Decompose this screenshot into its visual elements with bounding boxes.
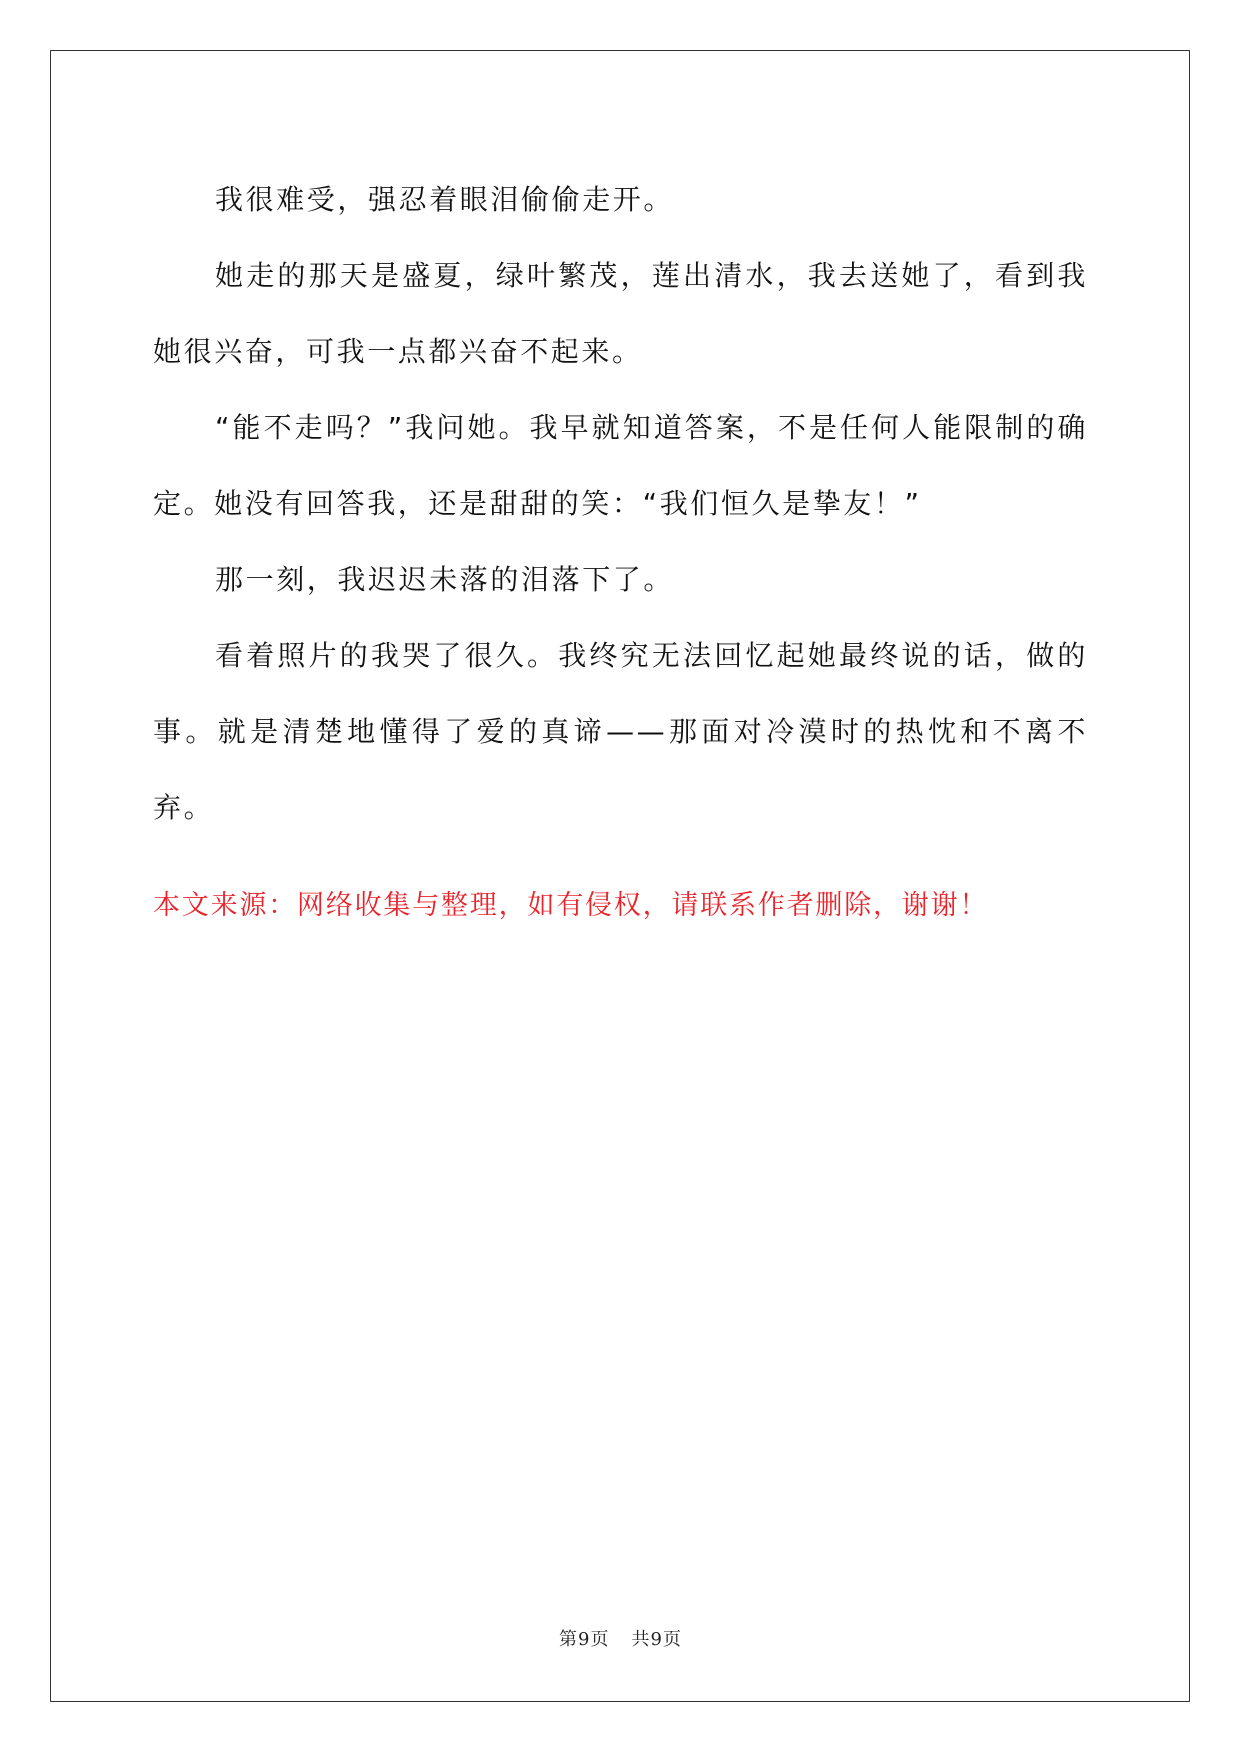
paragraph-3: “能不走吗？”我问她。我早就知道答案，不是任何人能限制的确定。她没有回答我，还是甜甜的笑：“我们恒久是挚友！” [153,411,1088,520]
page-footer [0,1626,1241,1654]
paragraph-1: 我很难受，强忍着眼泪偷偷走开。 [215,183,675,216]
source-note: 本文来源：网络收集与整理，如有侵权，请联系作者删除，谢谢！ [153,890,989,921]
paragraph-2: 她走的那天是盛夏，绿叶繁茂，莲出清水，我去送她了，看到我她很兴奋，可我一点都兴奋不起来。 [153,259,1088,368]
paragraph-4: 那一刻，我迟迟未落的泪落下了。 [215,563,675,596]
document-body [153,162,1088,846]
paragraph-5: 看着照片的我哭了很久。我终究无法回忆起她最终说的话，做的事。就是清楚地懂得了爱的真谛——那面对冷漠时的热忱和不离不弃。 [153,639,1088,824]
page-number-current: 第9页 [559,1629,610,1650]
page-number-total: 共9页 [631,1629,682,1650]
